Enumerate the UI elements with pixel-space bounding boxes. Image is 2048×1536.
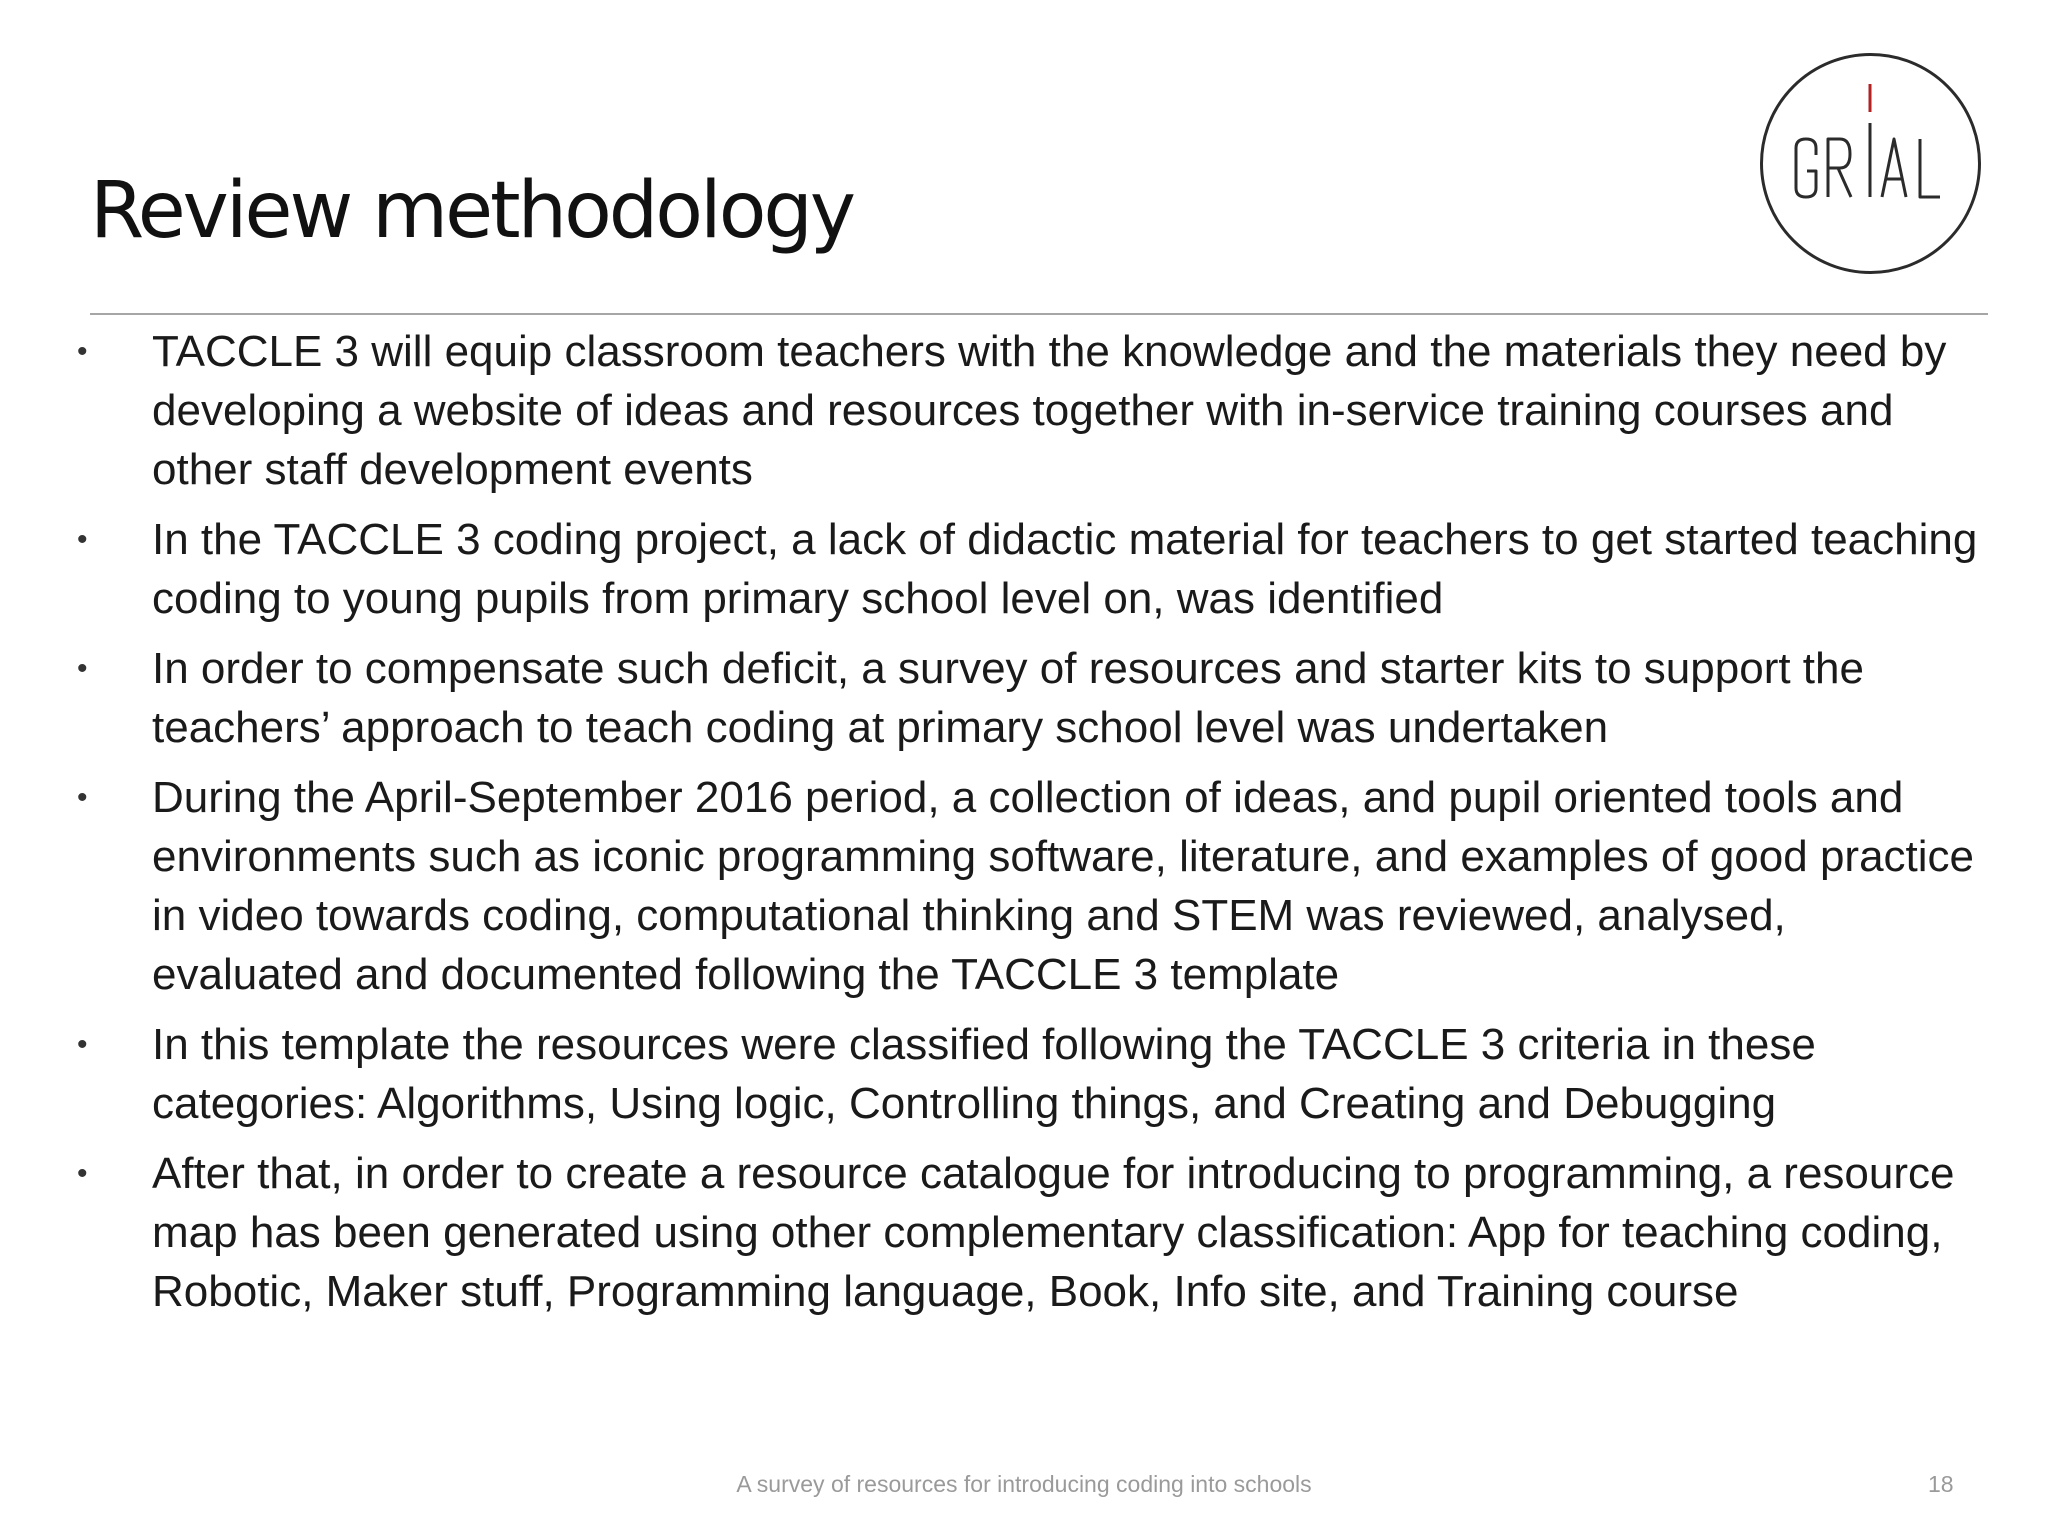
footer-text: A survey of resources for introducing coding into schools (736, 1471, 1312, 1497)
page-number: 18 (1928, 1471, 1954, 1497)
bullet-text: In this template the resources were classified following the TACCLE 3 criteria in these categories: Algorithms, Using logic, Controlling things, and Creating and Debugging (152, 1020, 1816, 1128)
bullet-text: In the TACCLE 3 coding project, a lack of didactic material for teachers to get started teaching coding to young pupils from primary school level on, was identified (152, 515, 1978, 623)
bullet-item (0, 322, 2048, 499)
bullet-item (0, 510, 2048, 628)
bullet-list (0, 322, 2048, 1332)
bullet-marker: • (77, 781, 88, 814)
bullet-text: During the April-September 2016 period, a collection of ideas, and pupil oriented tools and environments such as iconic programming software, literature, and examples of good practice in video towards coding, computational thinking and STEM was reviewed, analysed, evaluated and documented following the TACCLE 3 template (152, 773, 1975, 999)
grial-logo-icon (1758, 51, 1983, 276)
bullet-text: TACCLE 3 will equip classroom teachers with the knowledge and the materials they need by developing a website of ideas and resources together with in-service training courses and other staff development events (152, 327, 1947, 494)
bullet-marker: • (77, 652, 88, 685)
title-divider (90, 313, 1988, 315)
bullet-item (0, 1144, 2048, 1321)
bullet-marker: • (77, 335, 88, 368)
bullet-marker: • (77, 523, 88, 556)
bullet-item (0, 768, 2048, 1004)
slide-title: Review methodology (90, 166, 854, 256)
bullet-text: After that, in order to create a resource catalogue for introducing to programming, a resource map has been generated using other complementary classification: App for teaching coding, Robotic, Maker stuff, Programming language, Book, Info site, and Training course (152, 1149, 1955, 1316)
bullet-marker: • (77, 1157, 88, 1190)
bullet-item (0, 1015, 2048, 1133)
bullet-text: In order to compensate such deficit, a survey of resources and starter kits to support the teachers’ approach to teach coding at primary school level was undertaken (152, 644, 1864, 752)
bullet-item (0, 639, 2048, 757)
bullet-marker: • (77, 1028, 88, 1061)
